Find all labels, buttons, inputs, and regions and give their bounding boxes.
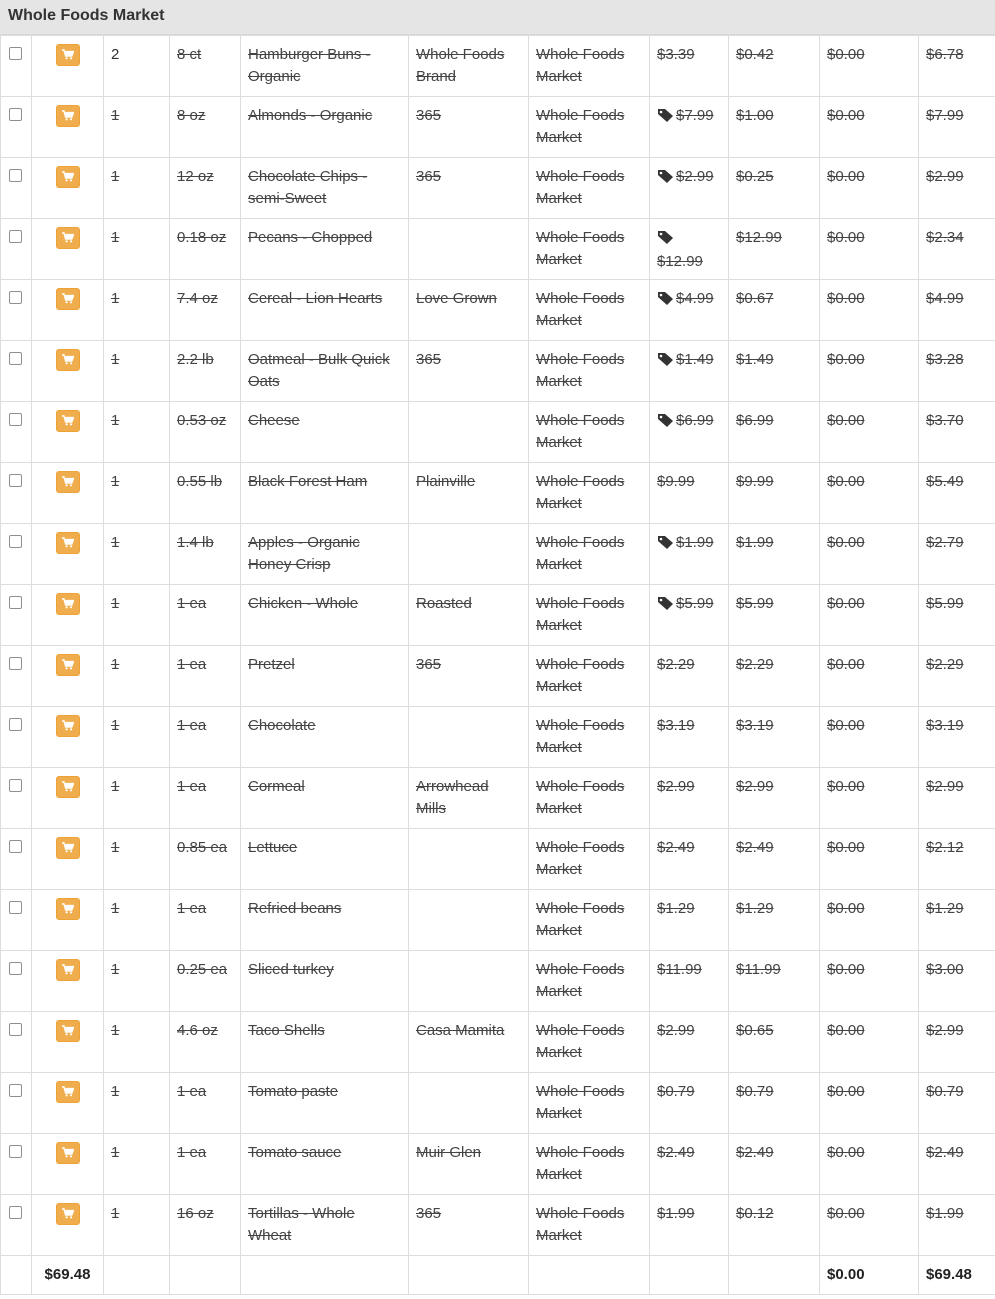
row-select-checkbox[interactable] (9, 596, 22, 609)
item-price: $1.29 (657, 900, 695, 917)
item-size: 1 ea (170, 707, 241, 768)
item-size: 0.55 lb (170, 463, 241, 524)
item-tax: $0.00 (820, 768, 919, 829)
add-to-cart-button[interactable] (56, 166, 80, 188)
item-unit-price: $3.19 (729, 707, 820, 768)
item-brand (409, 829, 529, 890)
item-name: Taco Shells (241, 1012, 409, 1073)
item-name: Tomato sauce (241, 1134, 409, 1195)
table-row (1, 158, 995, 219)
item-total: $2.12 (919, 829, 995, 890)
item-name: Cheese (241, 402, 409, 463)
add-to-cart-button[interactable] (56, 349, 80, 371)
item-store: Whole Foods Market (529, 1073, 650, 1134)
item-name: Lettuce (241, 829, 409, 890)
item-size: 12 oz (170, 158, 241, 219)
shopping-list-table (0, 35, 995, 1295)
item-total: $5.49 (919, 463, 995, 524)
item-price-cell (650, 1012, 729, 1073)
item-price-cell (650, 524, 729, 585)
item-tax: $0.00 (820, 890, 919, 951)
item-store: Whole Foods Market (529, 524, 650, 585)
item-size: 1 ea (170, 890, 241, 951)
item-total: $2.99 (919, 1012, 995, 1073)
add-to-cart-button[interactable] (56, 959, 80, 981)
item-total: $1.99 (919, 1195, 995, 1256)
item-qty: 1 (104, 829, 170, 890)
table-row (1, 524, 995, 585)
item-store: Whole Foods Market (529, 280, 650, 341)
add-to-cart-button[interactable] (56, 227, 80, 249)
price-tag-icon (657, 290, 674, 312)
item-unit-price: $1.00 (729, 97, 820, 158)
item-qty: 1 (104, 646, 170, 707)
row-select-checkbox[interactable] (9, 657, 22, 670)
item-tax: $0.00 (820, 158, 919, 219)
item-qty: 1 (104, 463, 170, 524)
table-row (1, 280, 995, 341)
row-select-checkbox[interactable] (9, 474, 22, 487)
item-total: $2.49 (919, 1134, 995, 1195)
item-total: $3.00 (919, 951, 995, 1012)
item-price: $12.99 (657, 253, 703, 270)
add-to-cart-button[interactable] (56, 715, 80, 737)
store-name: Whole Foods Market (8, 7, 165, 24)
item-store: Whole Foods Market (529, 1195, 650, 1256)
table-row (1, 1195, 995, 1256)
item-brand: Whole Foods Brand (409, 36, 529, 97)
item-price-cell (650, 402, 729, 463)
price-tag-icon (657, 229, 674, 251)
item-name: Pecans - Chopped (241, 219, 409, 280)
add-to-cart-button[interactable] (56, 410, 80, 432)
table-row (1, 768, 995, 829)
row-select-checkbox[interactable] (9, 1084, 22, 1097)
item-tax: $0.00 (820, 646, 919, 707)
item-qty: 1 (104, 280, 170, 341)
item-price: $2.99 (657, 778, 695, 795)
item-name: Black Forest Ham (241, 463, 409, 524)
table-row (1, 402, 995, 463)
add-to-cart-button[interactable] (56, 1203, 80, 1225)
item-price-cell (650, 951, 729, 1012)
item-price: $6.99 (676, 412, 714, 429)
item-store: Whole Foods Market (529, 585, 650, 646)
item-unit-price: $6.99 (729, 402, 820, 463)
item-price: $9.99 (657, 473, 695, 490)
item-tax: $0.00 (820, 951, 919, 1012)
item-size: 1 ea (170, 585, 241, 646)
item-qty: 1 (104, 890, 170, 951)
item-size: 1 ea (170, 1073, 241, 1134)
row-select-checkbox[interactable] (9, 840, 22, 853)
row-select-checkbox[interactable] (9, 108, 22, 121)
item-tax: $0.00 (820, 219, 919, 280)
item-brand: Casa Mamita (409, 1012, 529, 1073)
item-tax: $0.00 (820, 829, 919, 890)
item-unit-price: $11.99 (729, 951, 820, 1012)
item-store: Whole Foods Market (529, 707, 650, 768)
item-name: Oatmeal - Bulk Quick Oats (241, 341, 409, 402)
item-price: $1.99 (676, 534, 714, 551)
item-price-cell (650, 1073, 729, 1134)
item-price-cell (650, 219, 729, 280)
item-price: $2.49 (657, 839, 695, 856)
item-unit-price: $2.99 (729, 768, 820, 829)
item-tax: $0.00 (820, 1195, 919, 1256)
add-to-cart-button[interactable] (56, 288, 80, 310)
item-store: Whole Foods Market (529, 1012, 650, 1073)
add-to-cart-button[interactable] (56, 837, 80, 859)
price-tag-icon (657, 351, 674, 373)
item-unit-price: $0.25 (729, 158, 820, 219)
item-brand: Plainville (409, 463, 529, 524)
row-select-checkbox[interactable] (9, 169, 22, 182)
item-size: 8 ct (170, 36, 241, 97)
item-name: Chicken - Whole (241, 585, 409, 646)
add-to-cart-button[interactable] (56, 776, 80, 798)
item-qty: 1 (104, 402, 170, 463)
item-tax: $0.00 (820, 524, 919, 585)
table-row (1, 1073, 995, 1134)
table-row (1, 646, 995, 707)
item-price-cell (650, 341, 729, 402)
item-store: Whole Foods Market (529, 36, 650, 97)
item-price: $1.49 (676, 351, 714, 368)
item-qty: 1 (104, 707, 170, 768)
item-store: Whole Foods Market (529, 768, 650, 829)
item-store: Whole Foods Market (529, 158, 650, 219)
item-size: 0.25 ea (170, 951, 241, 1012)
item-brand: Arrowhead Mills (409, 768, 529, 829)
item-qty: 1 (104, 1073, 170, 1134)
item-qty: 1 (104, 585, 170, 646)
item-brand: Muir Glen (409, 1134, 529, 1195)
table-row (1, 1134, 995, 1195)
item-size: 1 ea (170, 646, 241, 707)
item-name: Hamburger Buns - Organic (241, 36, 409, 97)
item-tax: $0.00 (820, 707, 919, 768)
item-unit-price: $0.79 (729, 1073, 820, 1134)
item-store: Whole Foods Market (529, 951, 650, 1012)
item-size: 2.2 lb (170, 341, 241, 402)
item-size: 0.53 oz (170, 402, 241, 463)
item-size: 8 oz (170, 97, 241, 158)
item-unit-price: $0.67 (729, 280, 820, 341)
add-to-cart-button[interactable] (56, 898, 80, 920)
add-to-cart-button[interactable] (56, 105, 80, 127)
row-select-checkbox[interactable] (9, 291, 22, 304)
row-select-checkbox[interactable] (9, 535, 22, 548)
item-unit-price: $2.49 (729, 829, 820, 890)
item-brand (409, 707, 529, 768)
add-to-cart-button[interactable] (56, 1081, 80, 1103)
item-brand (409, 402, 529, 463)
grand-total-value: $69.48 (919, 1256, 995, 1295)
item-total: $2.99 (919, 158, 995, 219)
item-price: $3.19 (657, 717, 695, 734)
item-brand: 365 (409, 158, 529, 219)
item-total: $3.28 (919, 341, 995, 402)
item-name: Almonds - Organic (241, 97, 409, 158)
item-price-cell (650, 890, 729, 951)
item-price-cell (650, 829, 729, 890)
table-row (1, 829, 995, 890)
item-tax: $0.00 (820, 585, 919, 646)
item-qty: 1 (104, 219, 170, 280)
item-name: Tortillas - Whole Wheat (241, 1195, 409, 1256)
table-row (1, 951, 995, 1012)
table-row (1, 585, 995, 646)
item-tax: $0.00 (820, 1012, 919, 1073)
item-unit-price: $0.12 (729, 1195, 820, 1256)
item-store: Whole Foods Market (529, 646, 650, 707)
item-brand: 365 (409, 97, 529, 158)
item-size: 0.85 ea (170, 829, 241, 890)
item-store: Whole Foods Market (529, 341, 650, 402)
item-size: 16 oz (170, 1195, 241, 1256)
add-to-cart-button[interactable] (56, 44, 80, 66)
item-price: $0.79 (657, 1083, 695, 1100)
item-brand: 365 (409, 341, 529, 402)
item-unit-price: $0.65 (729, 1012, 820, 1073)
item-qty: 2 (104, 36, 170, 97)
item-price: $2.99 (657, 1022, 695, 1039)
row-select-checkbox[interactable] (9, 962, 22, 975)
item-price: $1.99 (657, 1205, 695, 1222)
item-unit-price: $5.99 (729, 585, 820, 646)
item-brand: Love Grown (409, 280, 529, 341)
item-unit-price: $12.99 (729, 219, 820, 280)
item-store: Whole Foods Market (529, 890, 650, 951)
row-select-checkbox[interactable] (9, 413, 22, 426)
item-unit-price: $2.49 (729, 1134, 820, 1195)
row-select-checkbox[interactable] (9, 779, 22, 792)
item-unit-price: $1.29 (729, 890, 820, 951)
price-tag-icon (657, 107, 674, 129)
row-select-checkbox[interactable] (9, 1023, 22, 1036)
item-store: Whole Foods Market (529, 219, 650, 280)
item-name: Pretzel (241, 646, 409, 707)
row-select-checkbox[interactable] (9, 230, 22, 243)
price-tag-icon (657, 534, 674, 556)
row-select-checkbox[interactable] (9, 1145, 22, 1158)
item-price-cell (650, 585, 729, 646)
item-brand: Roasted (409, 585, 529, 646)
item-size: 4.6 oz (170, 1012, 241, 1073)
item-total: $6.78 (919, 36, 995, 97)
item-price-cell (650, 768, 729, 829)
item-tax: $0.00 (820, 341, 919, 402)
item-size: 1 ea (170, 1134, 241, 1195)
item-qty: 1 (104, 97, 170, 158)
add-to-cart-button[interactable] (56, 1020, 80, 1042)
table-row (1, 890, 995, 951)
item-name: Apples - Organic Honey Crisp (241, 524, 409, 585)
item-brand: 365 (409, 646, 529, 707)
add-to-cart-button[interactable] (56, 654, 80, 676)
item-price-cell (650, 280, 729, 341)
add-to-cart-button[interactable] (56, 1142, 80, 1164)
item-price: $7.99 (676, 107, 714, 124)
subtotal-value: $69.48 (32, 1256, 104, 1295)
item-unit-price: $2.29 (729, 646, 820, 707)
tax-total-value: $0.00 (820, 1256, 919, 1295)
item-total: $4.99 (919, 280, 995, 341)
price-tag-icon (657, 412, 674, 434)
add-to-cart-button[interactable] (56, 532, 80, 554)
row-select-checkbox[interactable] (9, 718, 22, 731)
table-row (1, 463, 995, 524)
item-unit-price: $0.42 (729, 36, 820, 97)
item-qty: 1 (104, 341, 170, 402)
item-store: Whole Foods Market (529, 402, 650, 463)
item-tax: $0.00 (820, 97, 919, 158)
item-name: Cormeal (241, 768, 409, 829)
item-qty: 1 (104, 951, 170, 1012)
add-to-cart-button[interactable] (56, 471, 80, 493)
item-store: Whole Foods Market (529, 463, 650, 524)
price-tag-icon (657, 168, 674, 190)
price-tag-icon (657, 595, 674, 617)
item-brand (409, 219, 529, 280)
item-qty: 1 (104, 1195, 170, 1256)
table-row (1, 97, 995, 158)
item-store: Whole Foods Market (529, 829, 650, 890)
item-qty: 1 (104, 1134, 170, 1195)
store-header (0, 0, 995, 35)
item-price: $4.99 (676, 290, 714, 307)
item-total: $2.79 (919, 524, 995, 585)
item-name: Chocolate Chips - semi-Sweet (241, 158, 409, 219)
item-name: Sliced turkey (241, 951, 409, 1012)
item-qty: 1 (104, 524, 170, 585)
item-qty: 1 (104, 1012, 170, 1073)
item-price: $2.49 (657, 1144, 695, 1161)
item-qty: 1 (104, 768, 170, 829)
item-brand (409, 951, 529, 1012)
item-tax: $0.00 (820, 280, 919, 341)
item-price: $11.99 (657, 961, 702, 978)
item-name: Refried beans (241, 890, 409, 951)
item-size: 0.18 oz (170, 219, 241, 280)
item-price: $2.29 (657, 656, 695, 673)
item-price-cell (650, 707, 729, 768)
table-row (1, 219, 995, 280)
item-price-cell (650, 1195, 729, 1256)
item-price-cell (650, 97, 729, 158)
item-price: $5.99 (676, 595, 714, 612)
totals-row (1, 1256, 995, 1295)
item-tax: $0.00 (820, 1134, 919, 1195)
item-price-cell (650, 463, 729, 524)
table-row (1, 36, 995, 97)
item-total: $7.99 (919, 97, 995, 158)
item-name: Tomato paste (241, 1073, 409, 1134)
item-size: 7.4 oz (170, 280, 241, 341)
item-brand (409, 1073, 529, 1134)
item-price-cell (650, 158, 729, 219)
item-size: 1 ea (170, 768, 241, 829)
item-tax: $0.00 (820, 36, 919, 97)
item-size: 1.4 lb (170, 524, 241, 585)
row-select-checkbox[interactable] (9, 901, 22, 914)
item-store: Whole Foods Market (529, 97, 650, 158)
item-brand (409, 524, 529, 585)
item-brand: 365 (409, 1195, 529, 1256)
item-store: Whole Foods Market (529, 1134, 650, 1195)
item-price-cell (650, 36, 729, 97)
item-price-cell (650, 646, 729, 707)
table-row (1, 341, 995, 402)
item-total: $3.19 (919, 707, 995, 768)
item-total: $2.99 (919, 768, 995, 829)
item-total: $0.79 (919, 1073, 995, 1134)
row-select-checkbox[interactable] (9, 47, 22, 60)
item-total: $5.99 (919, 585, 995, 646)
item-price: $2.99 (676, 168, 714, 185)
item-unit-price: $1.49 (729, 341, 820, 402)
item-qty: 1 (104, 158, 170, 219)
item-total: $2.34 (919, 219, 995, 280)
item-unit-price: $9.99 (729, 463, 820, 524)
item-total: $1.29 (919, 890, 995, 951)
item-name: Cereal - Lion Hearts (241, 280, 409, 341)
item-name: Chocolate (241, 707, 409, 768)
item-brand (409, 890, 529, 951)
item-tax: $0.00 (820, 402, 919, 463)
item-price: $3.39 (657, 46, 695, 63)
table-row (1, 1012, 995, 1073)
add-to-cart-button[interactable] (56, 593, 80, 615)
row-select-checkbox[interactable] (9, 1206, 22, 1219)
item-tax: $0.00 (820, 1073, 919, 1134)
row-select-checkbox[interactable] (9, 352, 22, 365)
item-price-cell (650, 1134, 729, 1195)
table-row (1, 707, 995, 768)
item-unit-price: $1.99 (729, 524, 820, 585)
item-total: $2.29 (919, 646, 995, 707)
item-tax: $0.00 (820, 463, 919, 524)
item-total: $3.70 (919, 402, 995, 463)
